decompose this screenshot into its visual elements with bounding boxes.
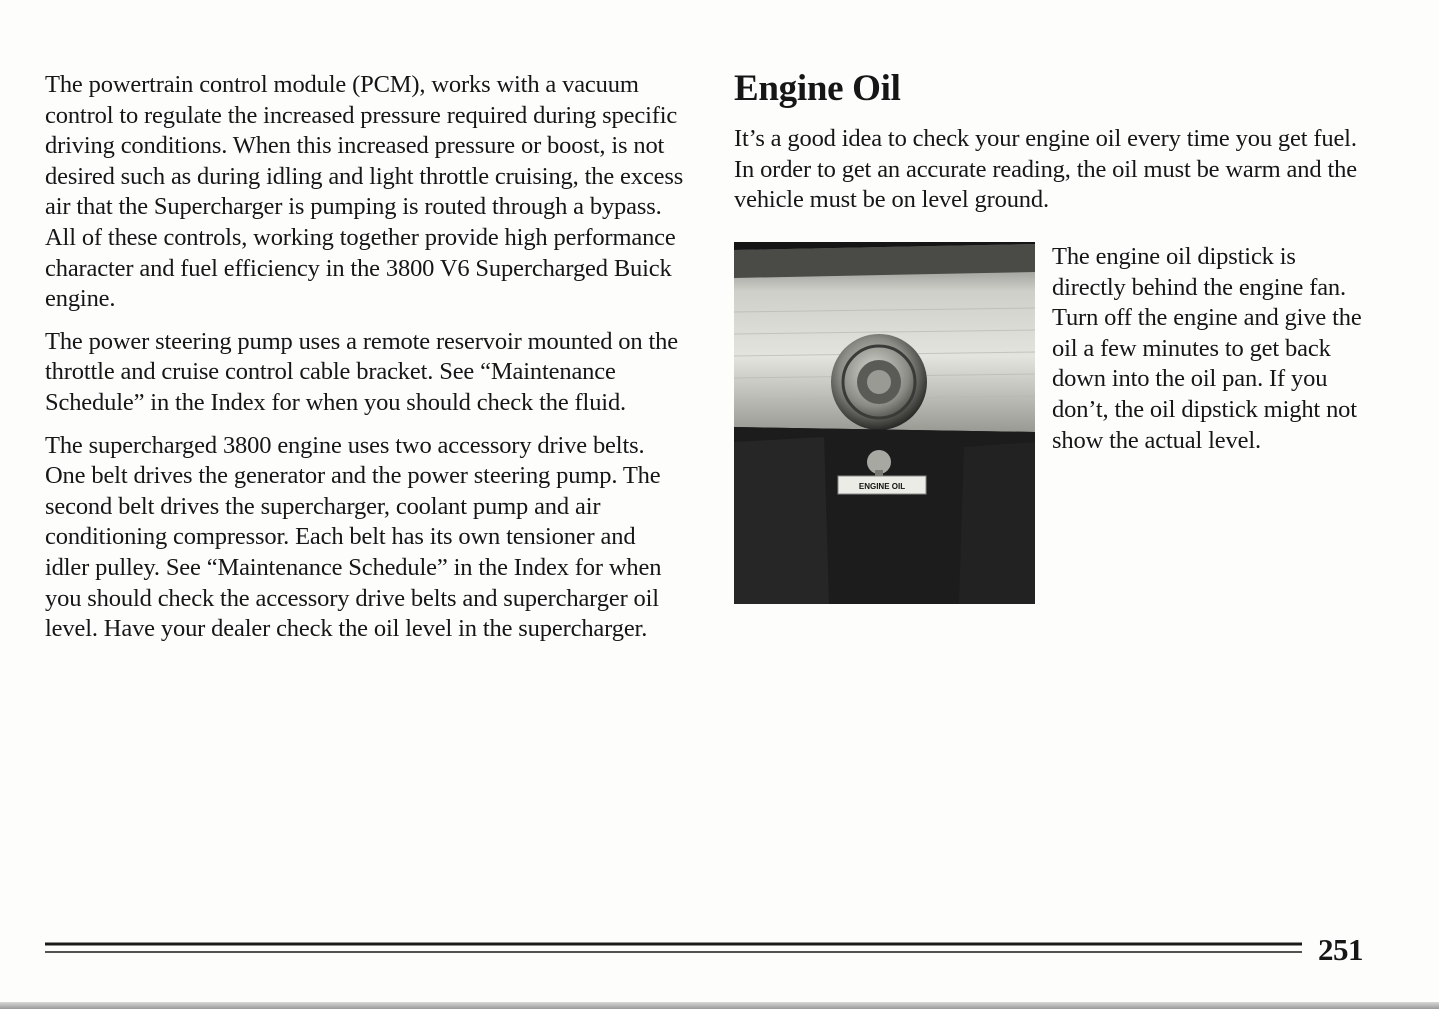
engine-photo [734,242,1035,604]
right-column [734,64,1374,216]
engine-photo-illustration [734,242,1035,604]
dipstick-paragraph: The engine oil dipstick is directly behind the engine fan. Turn off the engine and give the oil a few minutes to get back down into the oil pan. If you don’t, the oil dipstick might not show the actual level. [1052,243,1362,454]
paragraph-pcm: The powertrain control module (PCM), works with a vacuum control to regulate the increased pressure required during specific driving conditions. When this increased pressure or boost, is not desired such as during idling and light throttle cruising, the excess air that the Supercharger is pumping is routed through a bypass. All of these controls, working together provide high performance character and fuel efficiency in the 3800 V6 Supercharged Buick engine. [45,71,684,313]
scan-edge [0,1002,1439,1009]
paragraph-power-steering: The power steering pump uses a remote reservoir mounted on the throttle and cruise control cable bracket. See “Maintenance Schedule” in the Index for when you should check the fluid. [45,327,678,416]
page-number: 251 [1318,932,1363,967]
paragraph-drive-belts: The supercharged 3800 engine uses two accessory drive belts. One belt drives the generator and the power steering pump. The second belt drives the supercharger, coolant pump and air conditioning compressor. Each belt has its own tensioner and idler pulley. See “Maintenance Schedule” in the Index for when you should check the accessory drive belts and supercharger oil level. Have your dealer check the oil level in the supercharger. [45,431,662,643]
footer-rule [45,940,1302,958]
left-column [45,70,685,657]
intro-paragraph: It’s a good idea to check your engine oil every time you get fuel. In order to get an accurate reading, the oil must be warm and the vehicle must be on level ground. [734,125,1357,214]
figure-row [734,242,1374,604]
dipstick-label: ENGINE OIL [858,482,906,491]
section-heading: Engine Oil [734,68,901,109]
